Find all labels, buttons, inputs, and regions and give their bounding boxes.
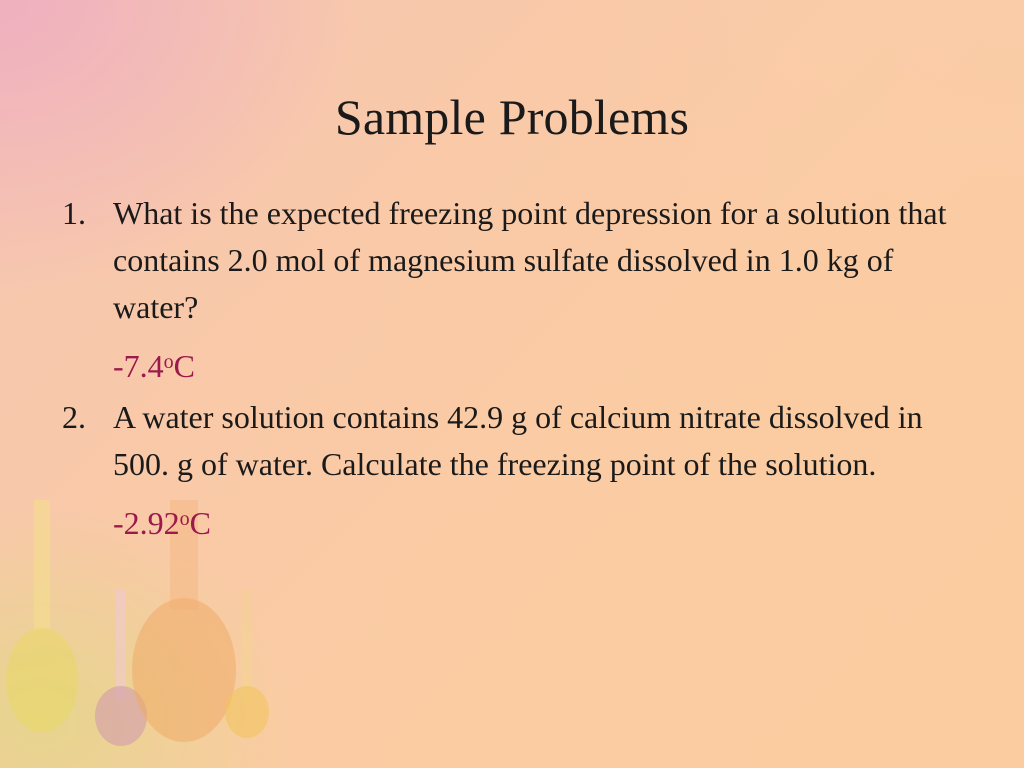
problem-text: A water solution contains 42.9 g of calcium nitrate dissolved in 500. g of water. Calculate the freezing point of the solution. (113, 399, 923, 482)
answer-value: -7.4 (113, 348, 164, 384)
problem-list (62, 190, 962, 547)
answer-degree: o (163, 351, 174, 373)
answer-unit: C (173, 348, 195, 384)
problem-text: What is the expected freezing point depression for a solution that contains 2.0 mol of magnesium sulfate dissolved in 1.0 kg of water? (113, 195, 947, 325)
slide-title: Sample Problems (334, 89, 690, 145)
problem-number: 2. (62, 399, 86, 435)
answer-value: -2.92 (113, 505, 180, 541)
problem-item-2 (62, 394, 962, 547)
problem-item-1 (62, 190, 962, 390)
answer-unit: C (189, 505, 211, 541)
problem-answer (113, 500, 962, 547)
answer-degree: o (179, 508, 190, 530)
problem-number: 1. (62, 195, 86, 231)
problem-answer (113, 343, 962, 390)
